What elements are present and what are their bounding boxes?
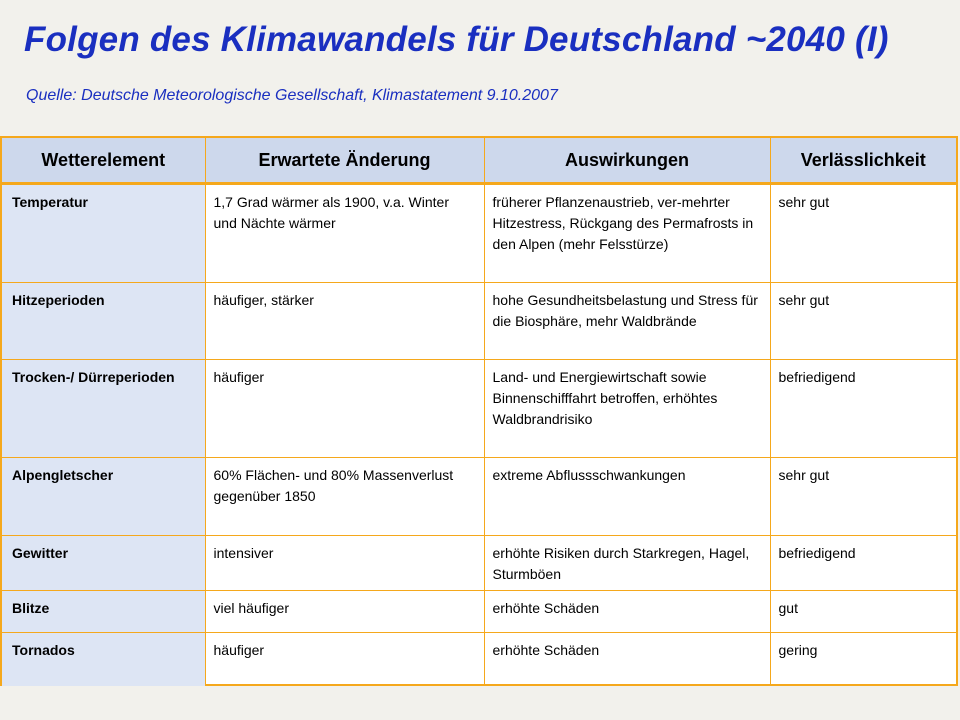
table-row xyxy=(2,184,956,283)
cell-reliability: sehr gut xyxy=(770,458,956,536)
cell-reliability: gut xyxy=(770,591,956,633)
cell-element: Trocken-/ Dürreperioden xyxy=(2,360,205,458)
cell-impact: erhöhte Schäden xyxy=(484,633,770,686)
cell-reliability: sehr gut xyxy=(770,184,956,283)
cell-change: häufiger xyxy=(205,633,484,686)
table-row xyxy=(2,458,956,536)
cell-change: häufiger xyxy=(205,360,484,458)
cell-element: Hitzeperioden xyxy=(2,283,205,360)
header-wetterelement: Wetterelement xyxy=(2,138,205,184)
table-row xyxy=(2,591,956,633)
cell-change: viel häufiger xyxy=(205,591,484,633)
cell-change: 60% Flächen- und 80% Massenverlust gegenüber 1850 xyxy=(205,458,484,536)
cell-reliability: befriedigend xyxy=(770,536,956,591)
source-citation: Quelle: Deutsche Meteorologische Gesellschaft, Klimastatement 9.10.2007 xyxy=(26,87,558,104)
cell-change: intensiver xyxy=(205,536,484,591)
header-auswirkungen: Auswirkungen xyxy=(484,138,770,184)
header-verlaesslichkeit: Verlässlichkeit xyxy=(770,138,956,184)
cell-impact: erhöhte Risiken durch Starkregen, Hagel, Sturmböen xyxy=(484,536,770,591)
cell-impact: früherer Pflanzenaustrieb, ver-mehrter Hitzestress, Rückgang des Permafrosts in den Alpen (mehr Felsstürze) xyxy=(484,184,770,283)
cell-element: Tornados xyxy=(2,633,205,686)
cell-element: Alpengletscher xyxy=(2,458,205,536)
table-row xyxy=(2,536,956,591)
cell-element: Temperatur xyxy=(2,184,205,283)
cell-reliability: befriedigend xyxy=(770,360,956,458)
cell-element: Blitze xyxy=(2,591,205,633)
cell-impact: Land- und Energiewirtschaft sowie Binnenschifffahrt betroffen, erhöhtes Waldbrandrisiko xyxy=(484,360,770,458)
table-row xyxy=(2,283,956,360)
cell-impact: erhöhte Schäden xyxy=(484,591,770,633)
table-header-row xyxy=(2,138,956,184)
cell-impact: extreme Abflussschwankungen xyxy=(484,458,770,536)
cell-element: Gewitter xyxy=(2,536,205,591)
cell-impact: hohe Gesundheitsbelastung und Stress für die Biosphäre, mehr Waldbrände xyxy=(484,283,770,360)
table-row xyxy=(2,360,956,458)
header-erwartete-aenderung: Erwartete Änderung xyxy=(205,138,484,184)
cell-reliability: gering xyxy=(778,642,818,658)
cell-change: 1,7 Grad wärmer als 1900, v.a. Winter und Nächte wärmer xyxy=(205,184,484,283)
table-row xyxy=(2,633,956,686)
cell-change: häufiger, stärker xyxy=(205,283,484,360)
cell-reliability: sehr gut xyxy=(770,283,956,360)
climate-impact-table xyxy=(0,136,958,686)
page-title: Folgen des Klimawandels für Deutschland ~2040 (I) xyxy=(24,20,889,59)
